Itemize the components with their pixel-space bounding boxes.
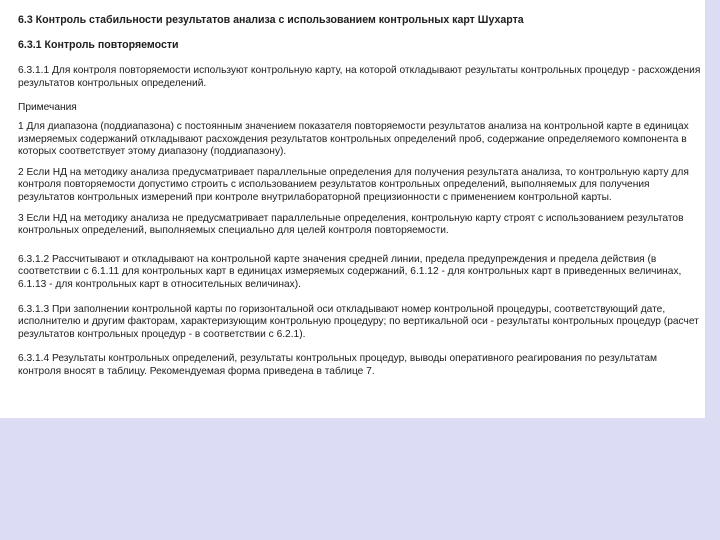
paragraph-6-3-1-1: 6.3.1.1 Для контроля повторяемости используют контрольную карту, на которой откладывают результаты контрольных процедур - расхождения результатов контрольных определений. (18, 65, 701, 89)
document-content (18, 14, 702, 390)
slide-background (0, 418, 720, 540)
paragraph-6-3-1-2: 6.3.1.2 Рассчитывают и откладывают на контрольной карте значения средней линии, предела предупреждения и предела действия (в соответствии с 6.1.11 для контрольных карт в единицах измеряемых содержаний, 6.1.12 - для контрольных карт в приведенных величинах, 6.1.13 - для контрольных карт в относительных величинах). (18, 253, 682, 290)
subsection-title: 6.3.1 Контроль повторяемости (18, 38, 179, 51)
note-3: 3 Если НД на методику анализа не предусматривает параллельные определения, контрольную карту строят с использованием результатов контрольных определений, выполняемых специально для целей контроля повторяемости. (18, 212, 684, 237)
note-1: 1 Для диапазона (поддиапазона) с постоянным значением показателя повторяемости результатов анализа на контрольной карте в единицах измеряемых содержаний откладывают расхождения результатов контрольных определений проб, содержание определяемого компонента в которых соответствует этому диапазону (поддиапазону). (18, 120, 689, 158)
notes-heading: Примечания (18, 102, 77, 114)
section-title: 6.3 Контроль стабильности результатов анализа с использованием контрольных карт Шухарта (18, 14, 524, 26)
paragraph-6-3-1-3: 6.3.1.3 При заполнении контрольной карты по горизонтальной оси откладывают номер контрольной процедуры, соответствующий дате, исполнителю и другим факторам, характеризующим контрольную процедуру; по вертикальной оси - результаты контрольных процедур (расчет результатов контрольных процедур - в соответствии с 6.2.1). (18, 303, 699, 340)
paragraph-6-3-1-4: 6.3.1.4 Результаты контрольных определений, результаты контрольных процедур, выводы оперативного реагирования по результатам контроля вносят в таблицу. Рекомендуемая форма приведена в таблице 7. (18, 353, 658, 377)
note-2: 2 Если НД на методику анализа предусматривает параллельные определения для получения результата анализа, то контрольную карту для контроля повторяемости допустимо строить с использованием результатов контрольных определений, выполняемых для получения результатов контрольных измерений при контроле внутрилабораторной прецизионности с применением контрольной карты. (18, 166, 689, 203)
